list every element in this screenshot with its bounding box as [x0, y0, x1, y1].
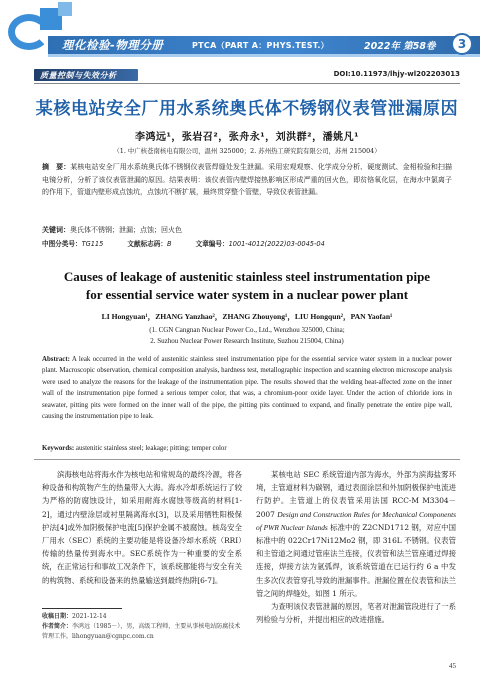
affiliation-en — [34, 325, 460, 347]
affil-en-line1: (1. CGN Cangnan Nuclear Power Co., Ltd., Wenzhou 325000, China; — [149, 326, 345, 334]
title-en-line1: Causes of leakage of austenitic stainless steel instrumentation pipe — [63, 269, 431, 284]
body-paragraph: 为查明该仪表管泄漏的原因，笔者对泄漏管段进行了一系列检验与分析，并提出相应的改进措施。 — [256, 602, 456, 625]
affiliation-cn: （1. 中广核苍南核电有限公司，温州 325000；2. 苏州热工研究院有限公司，苏州 215004） — [113, 147, 381, 155]
author-bio — [42, 622, 242, 642]
title-en-line2: for essential service water system in a nuclear power plant — [85, 287, 409, 302]
top-divider — [34, 83, 460, 84]
abstract-en-text: A leak occurred in the weld of austenitic stainless steel instrumentation pipe for the essential service water system in a nuclear power plant. Macroscopic observation, chemical composition analysis, hardness test, metallographic inspection and scanning electron microscope analysis were used to analyze the reasons for the leakage of the instrumentation pipe. The results showed that the welding heat-affected zone on the inner wall of the instrumentation pipe formed a serious temper color, that was, a chromium-poor oxide layer. Under the action of chloride ions in seawater, pitting pits were formed on the inner wall of the pipe, the pitting pits continued to expand, and finally penetrate the entire pipe wall, causing the instrumentation pipe to leak. — [42, 356, 453, 421]
body-paragraph — [256, 468, 456, 600]
article-title-en — [34, 268, 460, 304]
standard-title: Design and Construction Rules for Mechanical Components of PWR Nuclear Islands — [256, 509, 456, 532]
volume-label: 2022年 第58卷 — [364, 41, 436, 52]
footnote — [42, 612, 242, 642]
clc-label: 中图分类号： — [42, 240, 82, 248]
footnote-divider — [42, 608, 122, 609]
author-bio-text: 李鸿远（1985－），男，高级工程师，主要从事核电站防腐技术管理工作，lihongyuan@cgnpc.com.cn — [42, 623, 241, 640]
issue-badge: 3 — [451, 33, 473, 55]
body-column-left — [42, 468, 242, 587]
body-column-right — [256, 468, 456, 626]
abstract-divider — [34, 459, 460, 460]
logo-small-square-icon — [58, 2, 72, 16]
article-title-cn: 某核电站安全厂用水系统奥氏体不锈钢仪表管泄漏原因 — [35, 99, 459, 119]
header-band-underline — [48, 54, 480, 57]
document-code-value: B — [166, 240, 172, 248]
keywords-en — [42, 445, 452, 452]
clc-value: TG115 — [81, 240, 104, 248]
keywords-cn-label: 关键词： — [42, 226, 70, 234]
document-code — [127, 240, 171, 248]
received-label: 收稿日期： — [42, 613, 73, 620]
authors-en: LI Hongyuan¹，ZHANG Yanzhao²，ZHANG Zhouyong¹，LIU Hongqun²，PAN Yaofan¹ — [101, 312, 393, 321]
journal-name: PTCA（PART A：PHYS.TEST.） — [192, 41, 329, 50]
article-number-label: 文章编号： — [195, 240, 229, 248]
doi-label[interactable]: DOI:10.11973/lhjy-wl202203013 — [333, 70, 460, 78]
column-tag: 质量控制与失效分析 — [40, 70, 117, 80]
article-number — [196, 240, 325, 248]
abstract-cn — [42, 161, 452, 199]
abstract-cn-text: 某核电站安全厂用水系统奥氏体不锈钢仪表管焊缝处发生泄漏。采用宏观观察、化学成分分析、硬度测试、金相检验和扫描电镜分析，分析了该仪表管泄漏的原因。结果表明：该仪表管内壁焊接热影响区形成严重的回火色，即贫铬氧化层，在海水中氯离子的作用下，管道内壁形成点蚀坑，点蚀坑不断扩展，最终贯穿整个管壁，导致仪表管泄漏。 — [42, 163, 452, 197]
received-date — [42, 612, 242, 622]
body-text: 某核电站 SEC 系统管道内部为海水，外部为滨海盐雾环境，主管道材料为碳钢，通过表面涂层和外加阴极保护电流进行防护。主管道上的仪表管采用法国 RCC-M M3304－2007 — [256, 470, 456, 519]
keywords-en-text: austenitic stainless steel; leakage; pitting; temper color — [75, 445, 227, 452]
abstract-en-label: Abstract: — [42, 356, 70, 363]
section-title: 理化检验-物理分册 — [62, 38, 164, 52]
journal-header — [0, 0, 480, 64]
clc-number — [42, 240, 103, 248]
classification-row — [42, 238, 452, 248]
article-number-value: 1001-4012(2022)03-0045-04 — [228, 240, 325, 248]
body-text: 标准中的 Z2CND1712 钢，对应中国标准中的 022Cr17Ni12Mo2 钢，即 316L 不锈钢。仪表管和主管道之间通过管座法兰连接，仪表管和法兰管座通过焊接连接，焊接方法为氩弧焊，该系统管道在已运行约 6 a 中发生多次仪表管穿孔导致的泄漏事件。泄漏位置在仪表管和法兰管之间的焊缝处，如图 1 所示。 — [256, 522, 456, 598]
authors-cn: 李鸿远¹，张岩召²，张舟永¹，刘洪群²，潘姚凡¹ — [135, 132, 359, 143]
affil-en-line2: 2. Suzhou Nuclear Power Research Institute, Suzhou 215004, China) — [150, 337, 344, 345]
document-code-label: 文献标志码： — [127, 240, 167, 248]
abstract-en — [42, 354, 452, 422]
page-number: 45 — [449, 662, 456, 670]
received-value: 2021-12-14 — [72, 613, 107, 620]
keywords-cn — [42, 225, 452, 235]
body-paragraph: 滨海核电站将海水作为核电站和常规岛的最终冷源，将各种设备和构筑物产生的热量带入大海。海水冷却系统运行了较为严格的防腐蚀设计，如采用耐海水腐蚀等级高的材料[1-2]，通过内壁涂层或衬里隔离海水[3]，以及采用牺牲阳极保护法[4]或外加阴极保护电流[5]保护金属不被腐蚀。核岛安全厂用水（SEC）系统的主要功能是将设备冷却水系统（RRI）传输的热量传到海水中。SEC系统作为一种重要的安全系统，在正常运行和事故工况条件下，该系统都能将与安全有关的构筑物、系统和设备来的热量输送到最终热阱[6-7]。 — [42, 470, 242, 585]
abstract-cn-label: 摘 要： — [42, 163, 71, 171]
keywords-cn-text: 奥氏体不锈钢；泄漏；点蚀；回火色 — [70, 226, 182, 234]
author-bio-label: 作者简介： — [42, 623, 73, 630]
keywords-en-label: Keywords: — [42, 445, 75, 452]
